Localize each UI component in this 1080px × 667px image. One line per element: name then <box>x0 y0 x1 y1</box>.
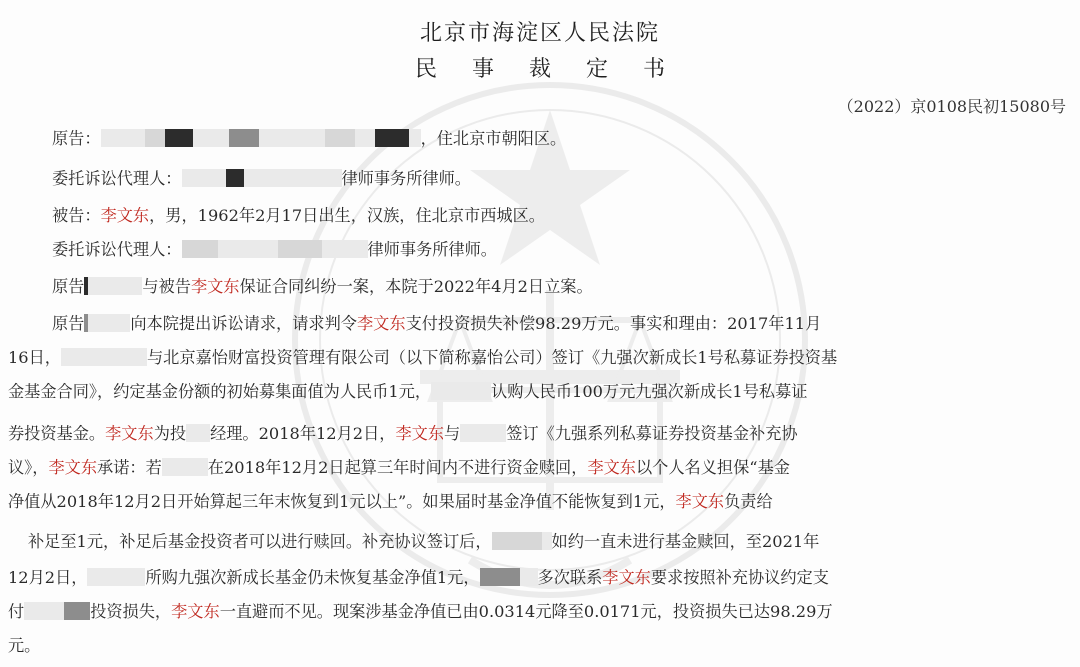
plaintiff-agent-label: 委托诉讼代理人： <box>52 169 182 188</box>
text-fragment: 付 <box>8 602 25 621</box>
text-fragment: 投资损失， <box>90 602 172 621</box>
defendant-label: 被告： <box>52 206 101 225</box>
defendant-line <box>52 206 545 226</box>
redaction-block <box>520 568 538 586</box>
redaction-block <box>480 568 520 586</box>
text-fragment: 原告 <box>52 314 85 333</box>
defendant-name-mention: 李文东 <box>357 314 406 333</box>
redaction-block <box>375 129 409 147</box>
plaintiff-agent-suffix: 律师事务所律师。 <box>341 169 471 188</box>
paragraph-claim-line-2 <box>8 348 837 368</box>
text-fragment: 要求按照补充协议约定支 <box>650 568 829 587</box>
redaction-block <box>182 240 218 258</box>
redaction-block <box>162 458 208 476</box>
text-fragment: 向本院提出诉讼请求，请求判令 <box>130 314 357 333</box>
redaction-block <box>259 129 325 147</box>
redaction-block <box>101 129 145 147</box>
text-fragment: 经理。2018年12月2日， <box>210 424 396 443</box>
paragraph-claim-line-3 <box>8 382 807 402</box>
defendant-name-mention: 李文东 <box>171 602 220 621</box>
text-fragment: 支付投资损失补偿98.29万元。事实和理由：2017年11月 <box>405 314 822 333</box>
paragraph-claim-line-5 <box>8 458 790 478</box>
defendant-agent-suffix: 律师事务所律师。 <box>367 240 497 259</box>
paragraph-claim-line-7 <box>28 532 819 552</box>
redaction-block <box>193 129 229 147</box>
redaction-block <box>226 169 244 187</box>
plaintiff-label: 原告： <box>52 129 101 148</box>
text-fragment: 一直避而不见。现案涉基金净值已由0.0314元降至0.0171元，投资损失已达98.29万 <box>219 602 833 621</box>
defendant-name: 李文东 <box>100 206 150 225</box>
text-fragment: 原告 <box>52 277 85 296</box>
paragraph-claim-line-1 <box>52 314 821 334</box>
text-fragment: 16日， <box>8 348 61 367</box>
defendant-name-mention: 李文东 <box>675 492 725 511</box>
redaction-block <box>325 129 355 147</box>
redaction-block <box>64 602 90 620</box>
text-fragment: 12月2日， <box>8 568 88 587</box>
paragraph-filing <box>52 277 593 297</box>
redaction-block <box>431 382 491 400</box>
text-fragment: 与被告 <box>142 277 191 296</box>
redaction-block <box>244 169 342 187</box>
redaction-block <box>88 314 130 332</box>
redaction-block <box>87 568 145 586</box>
redaction-block <box>322 240 368 258</box>
redaction-block <box>542 532 552 550</box>
text-fragment: 所购九强次新成长基金仍未恢复基金净值1元， <box>145 568 480 587</box>
defendant-name-mention: 李文东 <box>602 568 651 587</box>
paragraph-claim-line-4 <box>8 424 798 444</box>
text-fragment: 负责给 <box>724 492 773 511</box>
paragraph-claim-line-6 <box>8 492 773 512</box>
defendant-name-mention: 李文东 <box>190 277 240 296</box>
defendant-info: ，男，1962年2月17日出生，汉族，住北京市西城区。 <box>149 206 545 225</box>
paragraph-claim-line-9 <box>8 602 833 622</box>
redaction-block <box>492 532 542 550</box>
text-fragment: 如约一直未进行基金赎回，至2021年 <box>551 532 820 551</box>
text-fragment: 多次联系 <box>537 568 603 587</box>
text-fragment: 元。 <box>8 636 41 655</box>
text-fragment: 议》， <box>8 458 49 477</box>
text-fragment: 与 <box>444 424 461 443</box>
document-type-title: 民 事 裁 定 书 <box>415 57 679 82</box>
defendant-name-mention: 李文东 <box>48 458 98 477</box>
paragraph-claim-line-8 <box>8 568 829 588</box>
plaintiff-address: ，住北京市朝阳区。 <box>420 129 567 148</box>
redaction-block <box>355 129 375 147</box>
defendant-name-mention: 李文东 <box>395 424 445 443</box>
text-fragment: 净值从2018年12月2日开始算起三年末恢复到1元以上”。如果届时基金净值不能恢复到1元， <box>8 492 676 511</box>
text-fragment: 券投资基金。 <box>8 424 106 443</box>
redaction-block <box>278 240 322 258</box>
defendant-agent-label: 委托诉讼代理人： <box>52 240 182 259</box>
defendant-name-mention: 李文东 <box>587 458 636 477</box>
case-number: （2022）京0108民初15080号 <box>837 97 1066 116</box>
redaction-block <box>229 129 259 147</box>
redaction-block <box>460 424 506 442</box>
plaintiff-line <box>52 129 566 149</box>
plaintiff-agent-line <box>52 169 471 189</box>
redaction-block <box>186 424 210 442</box>
court-name: 北京市海淀区人民法院 <box>419 21 660 46</box>
defendant-name-mention: 李文东 <box>105 424 154 443</box>
redaction-block <box>145 129 165 147</box>
text-fragment: 在2018年12月2日起算三年时间内不进行资金赎回， <box>207 458 588 477</box>
redaction-block <box>218 240 278 258</box>
redaction-block <box>165 129 193 147</box>
redaction-block <box>24 602 64 620</box>
text-fragment: 金基金合同》，约定基金份额的初始募集面值为人民币1元， <box>8 382 432 401</box>
text-fragment: 认购人民币100万元九强次新成长1号私募证 <box>491 382 808 401</box>
defendant-agent-line <box>52 240 497 260</box>
text-fragment: 以个人名义担保“基金 <box>636 458 790 477</box>
text-fragment: 与北京嘉怡财富投资管理有限公司（以下简称嘉怡公司）签订《九强次新成长1号私募证券投资基 <box>146 348 838 367</box>
text-fragment: 承诺：若 <box>97 458 162 477</box>
text-fragment: 保证合同纠纷一案，本院于2022年4月2日立案。 <box>239 277 593 296</box>
redaction-block <box>61 348 147 366</box>
redaction-block <box>409 129 421 147</box>
text-fragment: 签订《九强系列私募证券投资基金补充协 <box>506 424 798 443</box>
redaction-block <box>88 277 142 295</box>
redaction-block <box>182 169 226 187</box>
paragraph-claim-line-10 <box>8 636 40 656</box>
text-fragment: 补足至1元，补足后基金投资者可以进行赎回。补充协议签订后， <box>28 532 492 551</box>
text-fragment: 为投 <box>153 424 187 443</box>
